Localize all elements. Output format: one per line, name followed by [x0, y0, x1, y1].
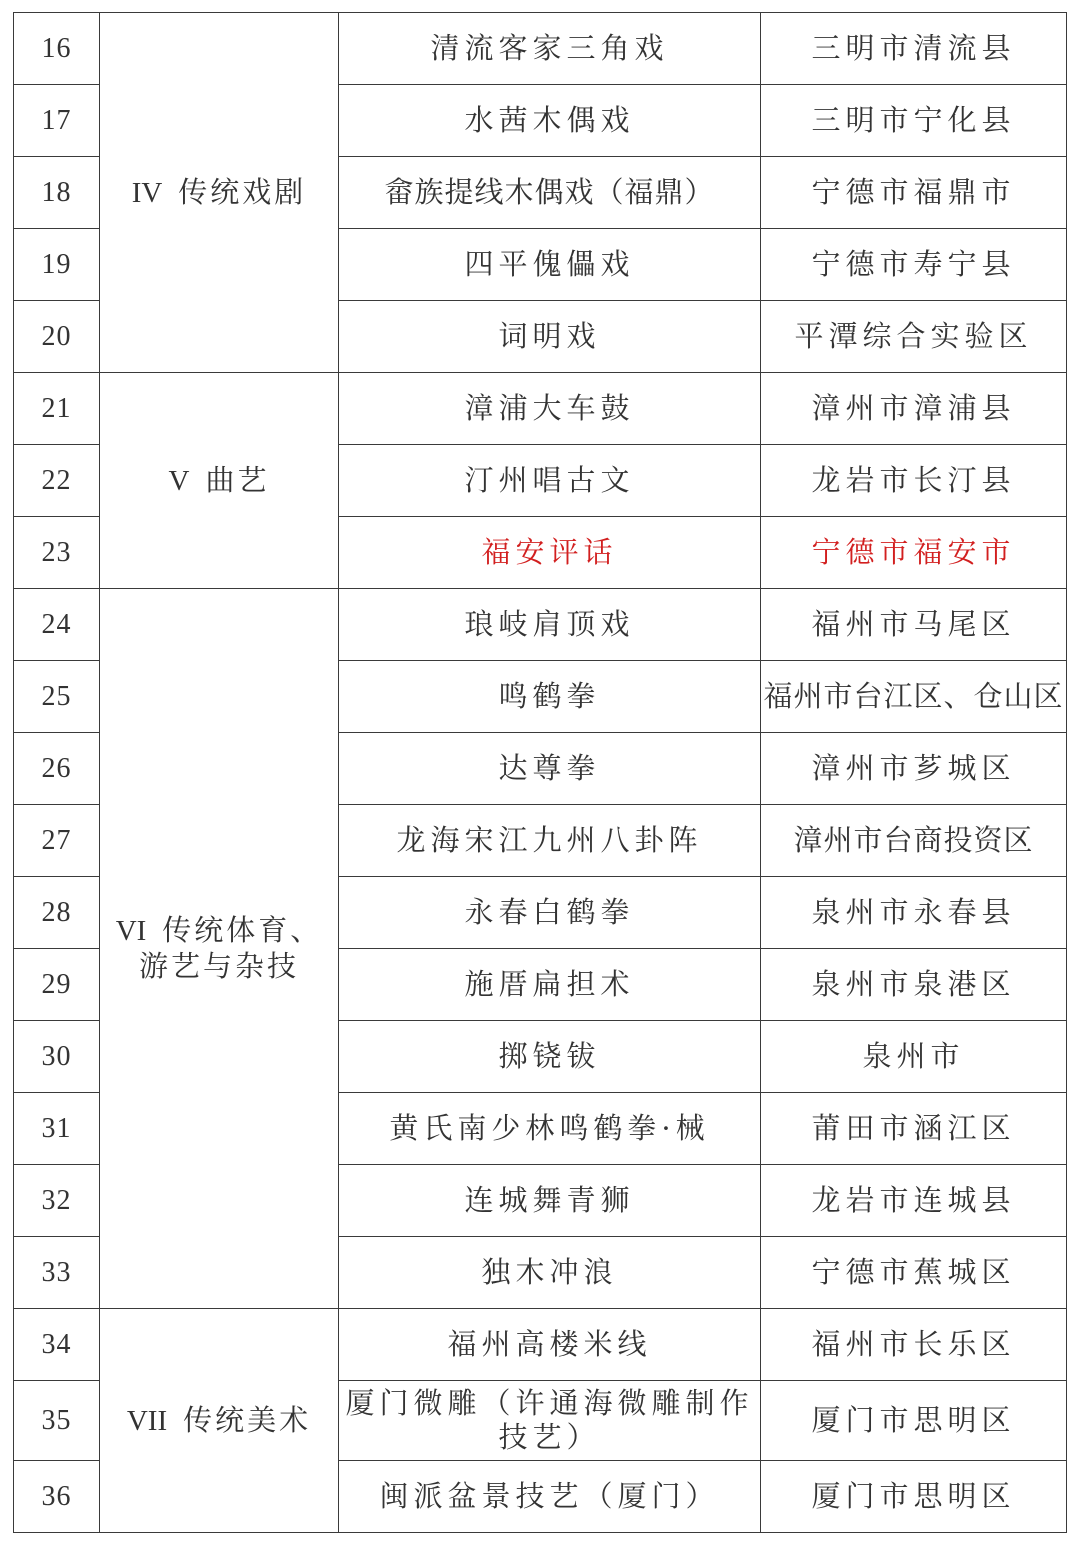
category-name: 传统戏剧 — [178, 174, 307, 209]
category-numeral: IV — [131, 176, 163, 209]
region-name: 三明市宁化县 — [761, 85, 1067, 157]
region-name: 宁德市寿宁县 — [761, 229, 1067, 301]
project-name: 龙海宋江九州八卦阵 — [339, 805, 761, 877]
table-row — [14, 1309, 1067, 1381]
region-name: 宁德市蕉城区 — [761, 1237, 1067, 1309]
project-name: 达尊拳 — [339, 733, 761, 805]
region-name: 龙岩市长汀县 — [761, 445, 1067, 517]
region-name: 泉州市 — [761, 1021, 1067, 1093]
row-number: 19 — [14, 229, 100, 301]
category-cell — [100, 1309, 339, 1533]
project-name: 琅岐肩顶戏 — [339, 589, 761, 661]
region-name: 福州市长乐区 — [761, 1309, 1067, 1381]
category-name: 曲艺 — [205, 462, 270, 497]
project-name: 永春白鹤拳 — [339, 877, 761, 949]
region-name-highlighted: 宁德市福安市 — [761, 517, 1067, 589]
row-number: 23 — [14, 517, 100, 589]
region-name: 宁德市福鼎市 — [761, 157, 1067, 229]
project-name: 掷铙钹 — [339, 1021, 761, 1093]
region-name: 漳州市芗城区 — [761, 733, 1067, 805]
row-number: 18 — [14, 157, 100, 229]
project-name: 汀州唱古文 — [339, 445, 761, 517]
row-number: 21 — [14, 373, 100, 445]
table-row — [14, 373, 1067, 445]
row-number: 26 — [14, 733, 100, 805]
row-number: 25 — [14, 661, 100, 733]
row-number: 32 — [14, 1165, 100, 1237]
region-name: 厦门市思明区 — [761, 1461, 1067, 1533]
table-row — [14, 13, 1067, 85]
category-cell — [100, 13, 339, 373]
category-numeral: VI — [115, 915, 147, 948]
project-name: 四平傀儡戏 — [339, 229, 761, 301]
region-name: 莆田市涵江区 — [761, 1093, 1067, 1165]
region-name: 三明市清流县 — [761, 13, 1067, 85]
row-number: 22 — [14, 445, 100, 517]
project-name: 水茜木偶戏 — [339, 85, 761, 157]
category-name: 传统体育、游艺与杂技 — [138, 913, 323, 983]
project-name: 黄氏南少林鸣鹤拳·械 — [339, 1093, 761, 1165]
project-name: 清流客家三角戏 — [339, 13, 761, 85]
category-numeral: V — [168, 464, 190, 497]
category-cell — [100, 589, 339, 1309]
project-name-highlighted: 福安评话 — [339, 517, 761, 589]
project-name: 漳浦大车鼓 — [339, 373, 761, 445]
category-numeral: VII — [126, 1404, 168, 1437]
region-name: 福州市台江区、仓山区 — [761, 661, 1067, 733]
project-name: 连城舞青狮 — [339, 1165, 761, 1237]
row-number: 33 — [14, 1237, 100, 1309]
row-number: 36 — [14, 1461, 100, 1533]
project-name: 厦门微雕（许通海微雕制作技艺） — [339, 1381, 761, 1461]
project-name: 闽派盆景技艺（厦门） — [339, 1461, 761, 1533]
row-number: 20 — [14, 301, 100, 373]
region-name: 龙岩市连城县 — [761, 1165, 1067, 1237]
project-name: 福州高楼米线 — [339, 1309, 761, 1381]
region-name: 福州市马尾区 — [761, 589, 1067, 661]
row-number: 24 — [14, 589, 100, 661]
row-number: 27 — [14, 805, 100, 877]
region-name: 泉州市泉港区 — [761, 949, 1067, 1021]
project-name: 词明戏 — [339, 301, 761, 373]
row-number: 17 — [14, 85, 100, 157]
row-number: 35 — [14, 1381, 100, 1461]
project-name: 鸣鹤拳 — [339, 661, 761, 733]
heritage-list-table — [13, 12, 1067, 1533]
table-row — [14, 589, 1067, 661]
region-name: 厦门市思明区 — [761, 1381, 1067, 1461]
category-name: 传统美术 — [183, 1402, 312, 1437]
region-name: 漳州市台商投资区 — [761, 805, 1067, 877]
region-name: 平潭综合实验区 — [761, 301, 1067, 373]
project-name: 畲族提线木偶戏（福鼎） — [339, 157, 761, 229]
row-number: 16 — [14, 13, 100, 85]
row-number: 34 — [14, 1309, 100, 1381]
project-name: 施厝扁担术 — [339, 949, 761, 1021]
region-name: 漳州市漳浦县 — [761, 373, 1067, 445]
project-name: 独木冲浪 — [339, 1237, 761, 1309]
region-name: 泉州市永春县 — [761, 877, 1067, 949]
row-number: 28 — [14, 877, 100, 949]
category-cell — [100, 373, 339, 589]
row-number: 31 — [14, 1093, 100, 1165]
row-number: 29 — [14, 949, 100, 1021]
row-number: 30 — [14, 1021, 100, 1093]
